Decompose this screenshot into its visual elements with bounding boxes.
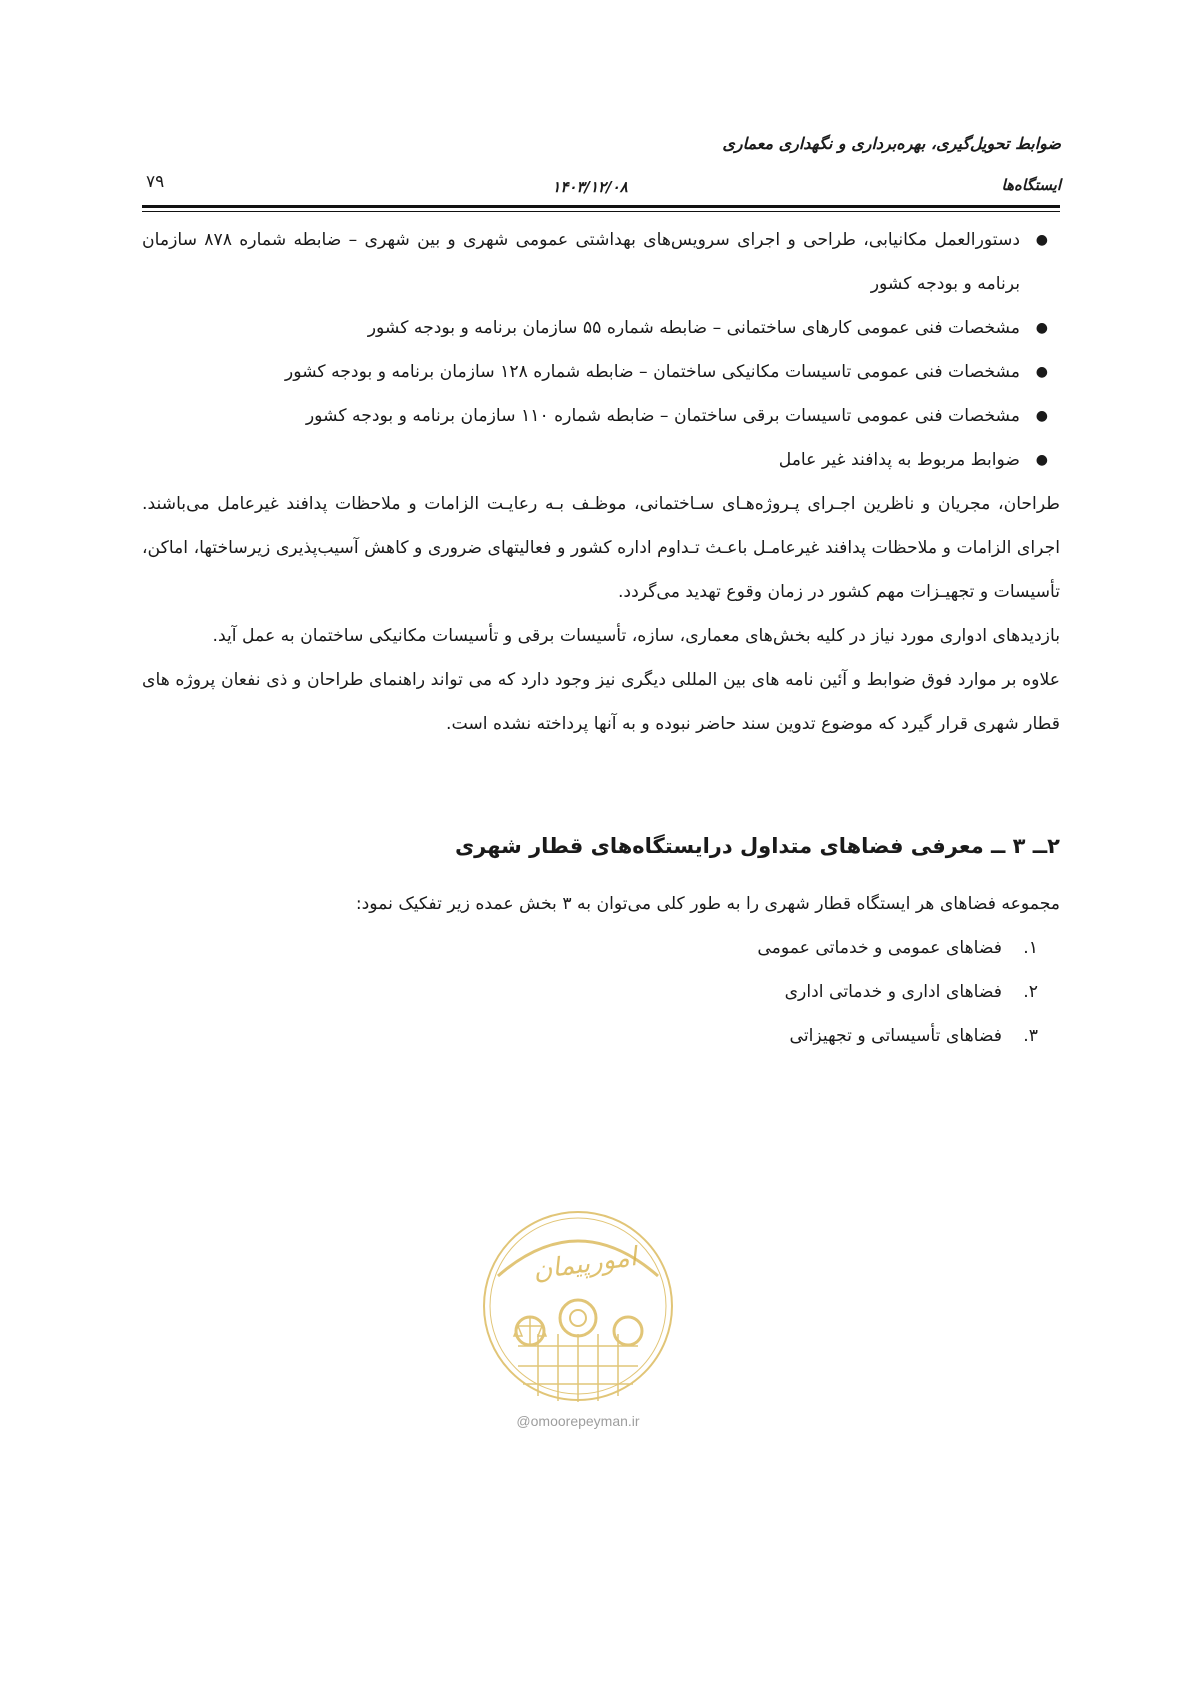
section-name: ایستگاه‌ها bbox=[1001, 176, 1061, 194]
page-number: ۷۹ bbox=[146, 172, 165, 192]
list-item: ۲. فضاهای اداری و خدماتی اداری bbox=[784, 982, 1038, 1002]
space-types-list bbox=[142, 926, 1060, 1058]
section-intro: مجموعه فضاهای هر ایستگاه قطار شهری را به طور کلی می‌توان به ۳ بخش عمده زیر تفکیک نمود: bbox=[355, 894, 1060, 914]
list-item: ● ضوابط مربوط به پدافند غیر عامل bbox=[142, 438, 1060, 482]
list-item: ● مشخصات فنی عمومی تاسیسات مکانیکی ساختمان – ضابطه شماره ۱۲۸ سازمان برنامه و بودجه کشور bbox=[142, 350, 1060, 394]
paragraph-inspections: بازدیدهای ادواری مورد نیاز در کلیه بخش‌های معماری، سازه، تأسیسات برقی و تأسیسات مکانیکی ساختمان به عمل آید. bbox=[212, 626, 1060, 646]
list-item: ۱. فضاهای عمومی و خدماتی عمومی bbox=[757, 938, 1038, 958]
list-item: ● مشخصات فنی عمومی تاسیسات برقی ساختمان – ضابطه شماره ۱۱۰ سازمان برنامه و بودجه کشور bbox=[142, 394, 1060, 438]
paragraph-international-codes: علاوه بر موارد فوق ضوابط و آئین نامه های بین المللی دیگری نیز وجود دارد که می تواند راهنمای طراحان و ذی نفعان پروژه های قطار شهری قرار گیرد که موضوع تدوین سند حاضر نبوده و به آنها پرداخته نشده است. bbox=[142, 670, 1060, 734]
bullet-icon: ● bbox=[1035, 452, 1048, 468]
bullet-icon: ● bbox=[1035, 364, 1048, 380]
standards-list bbox=[142, 218, 1060, 482]
watermark-logo bbox=[478, 1206, 678, 1406]
at-icon: @ bbox=[516, 1413, 531, 1429]
section-heading: ۲ــ ۳ ــ معرفی فضاهای متداول درایستگاه‌های قطار شهری bbox=[454, 834, 1060, 858]
list-item: ● دستورالعمل مکانیابی، طراحی و اجرای سرویس‌های بهداشتی عمومی شهری و بین شهری – ضابطه شماره ۸۷۸ سازمان برنامه و بودجه کشور bbox=[142, 218, 1060, 306]
paragraph-passive-defense: طراحان، مجریان و ناظرین اجـرای پـروژه‌هـای سـاختمانی، موظـف بـه رعایـت الزامات و ملاحظات پدافند غیرعامل می‌باشند. اجرای الزامات و ملاحظات پدافند غیرعامـل باعـث تـداوم اداره کشور و فعالیتهای ضروری و کاهش آسیب‌پذیری زیرساختها، اماکن، تأسیسات و تجهیـزات مهم کشور در زمان وقوع تهدید می‌گردد. bbox=[142, 494, 1060, 602]
list-item: ۳. فضاهای تأسیساتی و تجهیزاتی bbox=[789, 1026, 1038, 1046]
document-date: ۱۴۰۳/۱۲/۰۸ bbox=[552, 178, 628, 196]
bullet-icon: ● bbox=[1035, 408, 1048, 424]
svg-text:امورپیمان: امورپیمان bbox=[531, 1241, 639, 1287]
header-rule-thin bbox=[142, 211, 1060, 212]
bullet-icon: ● bbox=[1035, 232, 1048, 248]
header-rule-thick bbox=[142, 205, 1060, 208]
document-title: ضوابط تحویل‌گیری، بهره‌برداری و نگهداری معماری bbox=[722, 134, 1061, 153]
list-item: ● مشخصات فنی عمومی کارهای ساختمانی – ضابطه شماره ۵۵ سازمان برنامه و بودجه کشور bbox=[142, 306, 1060, 350]
bullet-icon: ● bbox=[1035, 320, 1048, 336]
page-body bbox=[142, 218, 1060, 1058]
watermark-website: @omoorepeyman.ir bbox=[516, 1413, 640, 1429]
